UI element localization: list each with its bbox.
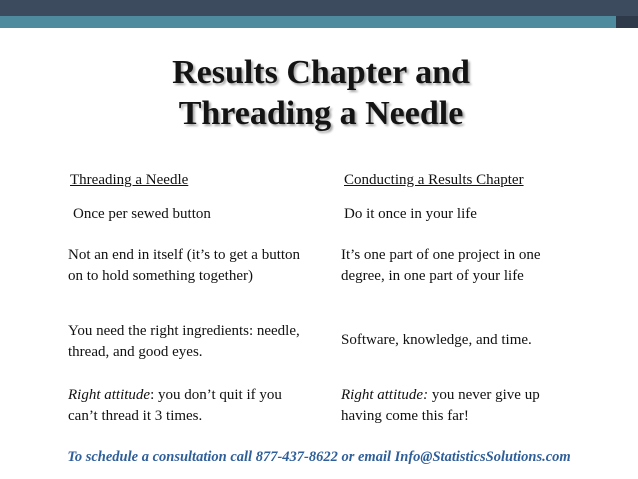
left-row-1: Once per sewed button	[73, 206, 211, 222]
slide-title-line-1: Results Chapter and	[172, 54, 470, 91]
header-bar-dark	[0, 0, 638, 16]
left-row-4	[68, 385, 313, 427]
slide-title	[0, 52, 638, 134]
left-attitude-text: : you don’t quit if you can’t thread it 3 times.	[68, 387, 282, 424]
header-bar-accent	[0, 16, 638, 28]
right-row-1: Do it once in your life	[344, 206, 477, 222]
left-column-header: Threading a Needle	[70, 172, 189, 188]
right-column-header: Conducting a Results Chapter	[344, 172, 524, 188]
footer-contact-text: To schedule a consultation call 877-437-8622 or email Info@StatisticsSolutions.com	[67, 449, 571, 465]
right-row-2: It’s one part of one project in one degree, in one part of your life	[341, 247, 541, 284]
left-row-2: Not an end in itself (it’s to get a button on to hold something together)	[68, 247, 301, 284]
right-row-3: Software, knowledge, and time.	[341, 332, 532, 348]
slide-title-line-2: Threading a Needle	[178, 95, 464, 132]
right-attitude-text: you never give up having come this far!	[341, 387, 540, 424]
right-attitude-label: Right attitude:	[341, 387, 429, 403]
right-row-4	[341, 385, 576, 427]
header-bar-tab	[616, 16, 638, 28]
left-row-3: You need the right ingredients: needle, thread, and good eyes.	[68, 323, 300, 360]
left-attitude-label: Right attitude	[68, 387, 151, 403]
